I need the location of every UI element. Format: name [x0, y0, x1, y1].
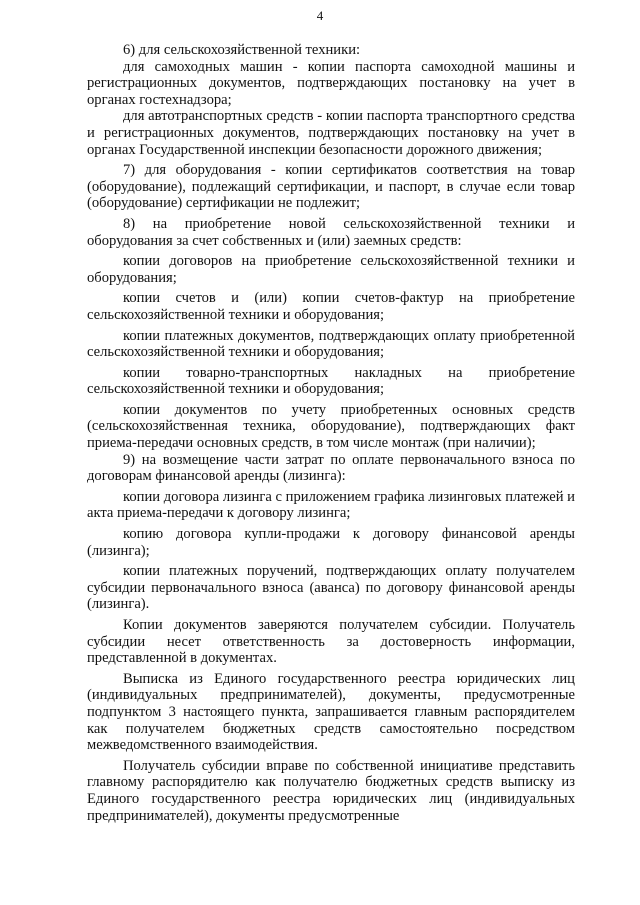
paragraph-sale-contract: копию договора купли-продажи к договору финансовой аренды (лизинга); [87, 526, 575, 559]
paragraph-waybills: копии товарно-транспортных накладных на приобретение сельскохозяйственной техники и оборудования; [87, 364, 575, 398]
paragraph-item-7: 7) для оборудования - копии сертификатов соответствия на товар (оборудование), подлежащий сертификации, и паспорт, в случае если товар (оборудование) сертификации не подлежит; [87, 162, 575, 212]
document-body [87, 42, 575, 824]
paragraph-recipient-initiative: Получатель субсидии вправе по собственной инициативе представить главному распорядителю как получателю бюджетных средств выписку из Единого государственного реестра юридических лиц (индивидуальных предпринимателей), документы предусмотренные [87, 757, 575, 824]
paragraph-leasing-contract: копии договора лизинга с приложением графика лизинговых платежей и акта приема-передачи к договору лизинга; [87, 488, 575, 522]
paragraph-purchase-contracts: копии договоров на приобретение сельскохозяйственной техники и оборудования; [87, 253, 575, 286]
paragraph-item-6: 6) для сельскохозяйственной техники: [123, 42, 361, 58]
paragraph-certification: Копии документов заверяются получателем субсидии. Получатель субсидии несет ответственность за достоверность информации, представленной в документах. [87, 617, 575, 667]
paragraph-item-9: 9) на возмещение части затрат по оплате первоначального взноса по договорам финансовой аренды (лизинга): [87, 451, 575, 485]
paragraph-payment-orders: копии платежных поручений, подтверждающих оплату получателем субсидии первоначального взноса (аванса) по договору финансовой аренды (лизинга). [87, 563, 575, 613]
paragraph-registry-extract: Выписка из Единого государственного реестра юридических лиц (индивидуальных предпринимателей), документы, предусмотренные подпунктом 3 настоящего пункта, запрашивается главным распорядителем как получателем бюджетных средств самостоятельно посредством межведомственного взаимодействия. [87, 670, 575, 754]
paragraph-self-propelled-machines: для самоходных машин - копии паспорта самоходной машины и регистрационных документов, подтверждающих постановку на учет в органах гостехнадзора; [87, 58, 575, 108]
paragraph-motor-vehicles: для автотранспортных средств - копии паспорта транспортного средства и регистрационных документов, подтверждающих постановку на учет в органах Государственной инспекции безопасности дорожного движения; [87, 108, 575, 158]
paragraph-invoices: копии счетов и (или) копии счетов-фактур на приобретение сельскохозяйственной техники и оборудования; [87, 290, 575, 323]
page-number: 4 [316, 8, 324, 23]
paragraph-fixed-assets: копии документов по учету приобретенных основных средств (сельскохозяйственная техника, оборудование), подтверждающих факт приема-передачи основных средств, в том числе монтаж (при наличии); [87, 401, 575, 452]
paragraph-payment-documents: копии платежных документов, подтверждающих оплату приобретенной сельскохозяйственной техники и оборудования; [87, 327, 575, 361]
paragraph-item-8: 8) на приобретение новой сельскохозяйственной техники и оборудования за счет собственных и (или) заемных средств: [87, 215, 575, 249]
